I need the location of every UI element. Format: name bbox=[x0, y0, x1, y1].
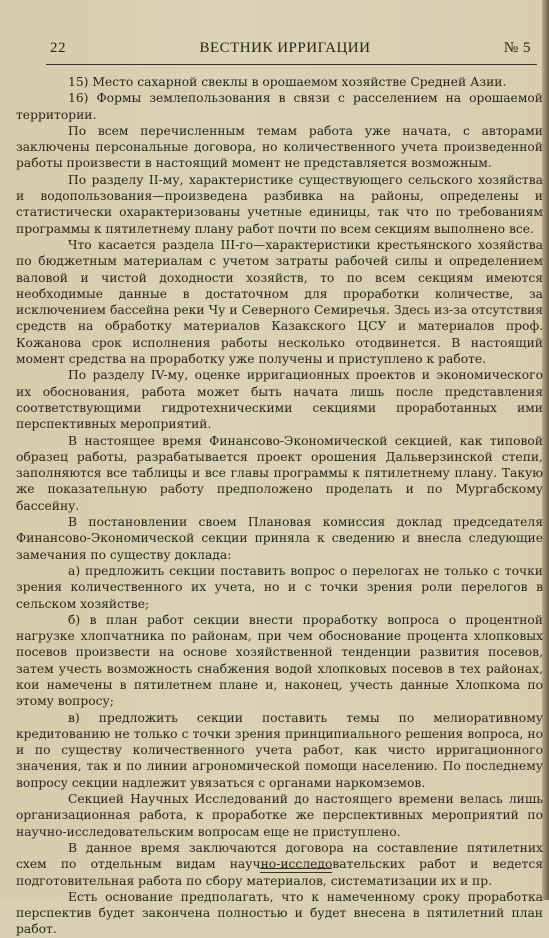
paragraph: В настоящее время Финансово-Экономической секцией, как типовой образец работы, разрабатывается проект орошения Дальверзинской степи, заполняются все таблицы и все главы программы к пятилетнему плану. Такую же показательную работу предположено проделать и по Мургабскому бассейну. bbox=[16, 433, 543, 513]
remark-v: в) предложить секции поставить темы по мелиоративному кредитованию не только с точки зрения принципиального решения вопроса, но и по существу количественного учета работ, как чисто ирригационного значения, так и по линии агрономической помощи населению. По последнему вопросу секции надлежит увязаться с органами наркомземов. bbox=[16, 710, 543, 790]
page-number: 22 bbox=[50, 40, 66, 56]
header-rule bbox=[46, 64, 537, 65]
article-body bbox=[16, 74, 543, 938]
running-header bbox=[50, 40, 531, 60]
paragraph: Есть основание предполагать, что к намеченному сроку проработка перспектив будет закончена полностью и будет внесена в пятилетний план работ. bbox=[16, 889, 543, 937]
paragraph: По всем перечисленным темам работа уже начата, с авторами заключены персональные договора, но количественного учета произведенной работы произвести в настоящий момент не представляется возможным. bbox=[16, 123, 543, 171]
remark-a: а) предложить секции поставить вопрос о перелогах не только с точки зрения количественного их учета, но и с точки зрения роли перелогов в сельском хозяйстве; bbox=[16, 563, 543, 611]
paragraph: В данное время заключаются договора на составление пятилетних схем по отдельным видам научно-исследовательских работ и ведется подготовительная работа по сбору материалов, систематизации их и пр. bbox=[16, 840, 543, 888]
remark-b: б) в план работ секции внести проработку вопроса о процентной нагрузке хлопчатника по районам, при чем обоснование процента хлопковых посевов произвести на основе хозяйственной тенденции развития посевов, затем учесть возможность снабжения водой хлопковых посевов в тех районах, кои намечены в пятилетнем плане и, наконец, учесть данные Хлопкома по этому вопросу; bbox=[16, 612, 543, 709]
paragraph: По разделу IV-му, оценке ирригационных проектов и экономического их обоснования, работа может быть начата лишь после представления соответствующими гидротехническими секциями проработанных ими перспективных мероприятий. bbox=[16, 368, 543, 432]
page-edge-shadow bbox=[542, 0, 549, 900]
list-item-16: 16) Формы землепользования в связи с расселением на орошаемой территории. bbox=[16, 91, 543, 122]
list-item-15: 15) Место сахарной свеклы в орошаемом хозяйстве Средней Азии. bbox=[68, 75, 507, 89]
section-end-rule bbox=[260, 868, 332, 876]
paragraph: Что касается раздела III-го—характеристики крестьянского хозяйства по бюджетным материалам с учетом затраты рабочей силы и определением валовой и чистой доходности хозяйств, то по всем секциям имеются необходимые данные в достаточном для проработки количестве, за исключением бассейна реки Чу и Северного Семиречья. Здесь из-за отсутствия средств на обработку материалов Казакского ЦСУ и материалов проф. Кожанова срок исполнения работы несколько отодвинется. В настоящий момент средства на проработку уже получены и приступлено к работе. bbox=[16, 237, 543, 367]
paragraph: Секцией Научных Исследований до настоящего времени велась лишь организационная работа, к проработке же перспективных мероприятий по научно-исследовательским вопросам еще не приступлено. bbox=[16, 792, 543, 839]
paragraph: По разделу II-му, характеристике существующего сельского хозяйства и водопользования—произведена разбивка на районы, определены и статистически охарактеризованы учетные единицы, так что по требованиям программы к пятилетнему плану работ почти по всем секциям выполнено все. bbox=[16, 172, 543, 236]
paragraph: В постановлении своем Плановая комиссия доклад председателя Финансово-Экономической секции приняла к сведению и внесла следующие замечания по существу доклада: bbox=[16, 515, 543, 562]
journal-title: ВЕСТНИК ИРРИГАЦИИ bbox=[199, 40, 371, 56]
issue-number: № 5 bbox=[503, 40, 531, 56]
